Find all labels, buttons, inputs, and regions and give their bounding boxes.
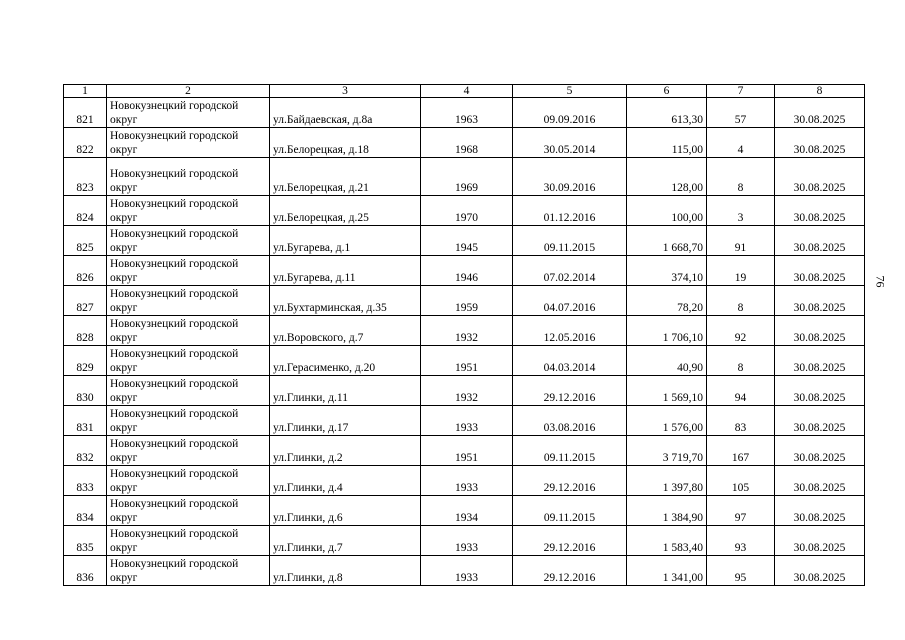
- address-cell: ул.Глинки, д.7: [270, 526, 421, 556]
- address-cell: ул.Белорецкая, д.25: [270, 196, 421, 226]
- residents-cell: 8: [707, 346, 775, 376]
- year-built-cell: 1933: [421, 526, 513, 556]
- area-cell: 40,90: [627, 346, 707, 376]
- table-row: [64, 526, 865, 556]
- deadline-cell: 30.08.2025: [775, 376, 865, 406]
- municipality-line: Новокузнецкий городской: [110, 288, 239, 300]
- year-built-cell: 1933: [421, 406, 513, 436]
- residents-cell: 95: [707, 556, 775, 586]
- municipality-line: округ: [110, 242, 138, 254]
- deadline-cell: 30.08.2025: [775, 466, 865, 496]
- residents-cell: 4: [707, 128, 775, 158]
- row-number-cell: 827: [64, 286, 107, 316]
- municipality-cell: [107, 556, 270, 586]
- municipality-line: округ: [110, 422, 138, 434]
- area-cell: 1 384,90: [627, 496, 707, 526]
- municipality-line: Новокузнецкий городской: [110, 130, 239, 142]
- column-header-6: 6: [627, 85, 707, 98]
- housing-register-table: [63, 84, 865, 586]
- municipality-line: Новокузнецкий городской: [110, 528, 239, 540]
- municipality-line: округ: [110, 212, 138, 224]
- municipality-line: округ: [110, 302, 138, 314]
- row-number-cell: 834: [64, 496, 107, 526]
- area-cell: 1 569,10: [627, 376, 707, 406]
- row-number-cell: 830: [64, 376, 107, 406]
- deadline-cell: 30.08.2025: [775, 98, 865, 128]
- deadline-cell: 30.08.2025: [775, 128, 865, 158]
- row-number-cell: 825: [64, 226, 107, 256]
- address-cell: ул.Глинки, д.4: [270, 466, 421, 496]
- area-cell: 3 719,70: [627, 436, 707, 466]
- column-header-8: 8: [775, 85, 865, 98]
- area-cell: 613,30: [627, 98, 707, 128]
- emergency-date-cell: 29.12.2016: [513, 466, 627, 496]
- residents-cell: 167: [707, 436, 775, 466]
- deadline-cell: 30.08.2025: [775, 406, 865, 436]
- municipality-line: Новокузнецкий городской: [110, 408, 239, 420]
- column-header-5: 5: [513, 85, 627, 98]
- area-cell: 1 583,40: [627, 526, 707, 556]
- address-cell: ул.Байдаевская, д.8а: [270, 98, 421, 128]
- municipality-line: округ: [110, 144, 138, 156]
- address-cell: ул.Белорецкая, д.18: [270, 128, 421, 158]
- deadline-cell: 30.08.2025: [775, 196, 865, 226]
- deadline-cell: 30.08.2025: [775, 256, 865, 286]
- table-row: [64, 158, 865, 196]
- table-body: [64, 98, 865, 586]
- row-number-cell: 833: [64, 466, 107, 496]
- residents-cell: 94: [707, 376, 775, 406]
- row-number-cell: 831: [64, 406, 107, 436]
- emergency-date-cell: 29.12.2016: [513, 376, 627, 406]
- municipality-line: округ: [110, 482, 138, 494]
- row-number-cell: 835: [64, 526, 107, 556]
- year-built-cell: 1951: [421, 436, 513, 466]
- area-cell: 1 576,00: [627, 406, 707, 436]
- municipality-line: Новокузнецкий городской: [110, 318, 239, 330]
- area-cell: 1 706,10: [627, 316, 707, 346]
- municipality-line: округ: [110, 114, 138, 126]
- table-row: [64, 196, 865, 226]
- column-header-7: 7: [707, 85, 775, 98]
- emergency-date-cell: 30.05.2014: [513, 128, 627, 158]
- table-row: [64, 128, 865, 158]
- table-row: [64, 406, 865, 436]
- emergency-date-cell: 09.11.2015: [513, 496, 627, 526]
- table-row: [64, 286, 865, 316]
- emergency-date-cell: 07.02.2014: [513, 256, 627, 286]
- table-row: [64, 376, 865, 406]
- municipality-line: Новокузнецкий городской: [110, 498, 239, 510]
- municipality-line: Новокузнецкий городской: [110, 258, 239, 270]
- municipality-line: округ: [110, 512, 138, 524]
- year-built-cell: 1969: [421, 158, 513, 196]
- deadline-cell: 30.08.2025: [775, 226, 865, 256]
- residents-cell: 97: [707, 496, 775, 526]
- row-number-cell: 824: [64, 196, 107, 226]
- year-built-cell: 1934: [421, 496, 513, 526]
- deadline-cell: 30.08.2025: [775, 346, 865, 376]
- municipality-cell: [107, 98, 270, 128]
- area-cell: 1 397,80: [627, 466, 707, 496]
- municipality-line: округ: [110, 182, 138, 194]
- residents-cell: 91: [707, 226, 775, 256]
- deadline-cell: 30.08.2025: [775, 556, 865, 586]
- municipality-cell: [107, 226, 270, 256]
- area-cell: 374,10: [627, 256, 707, 286]
- column-header-2: 2: [107, 85, 270, 98]
- municipality-cell: [107, 286, 270, 316]
- municipality-line: округ: [110, 332, 138, 344]
- emergency-date-cell: 09.11.2015: [513, 436, 627, 466]
- residents-cell: 92: [707, 316, 775, 346]
- municipality-cell: [107, 158, 270, 196]
- municipality-line: Новокузнецкий городской: [110, 100, 239, 112]
- municipality-line: Новокузнецкий городской: [110, 438, 239, 450]
- table-row: [64, 556, 865, 586]
- table-row: [64, 98, 865, 128]
- municipality-cell: [107, 316, 270, 346]
- year-built-cell: 1932: [421, 376, 513, 406]
- address-cell: ул.Герасименко, д.20: [270, 346, 421, 376]
- municipality-cell: [107, 128, 270, 158]
- row-number-cell: 821: [64, 98, 107, 128]
- address-cell: ул.Глинки, д.17: [270, 406, 421, 436]
- address-cell: ул.Бугарева, д.11: [270, 256, 421, 286]
- column-number-row: [64, 85, 865, 98]
- address-cell: ул.Бухтарминская, д.35: [270, 286, 421, 316]
- municipality-line: округ: [110, 542, 138, 554]
- row-number-cell: 826: [64, 256, 107, 286]
- deadline-cell: 30.08.2025: [775, 316, 865, 346]
- emergency-date-cell: 03.08.2016: [513, 406, 627, 436]
- area-cell: 128,00: [627, 158, 707, 196]
- emergency-date-cell: 01.12.2016: [513, 196, 627, 226]
- year-built-cell: 1933: [421, 466, 513, 496]
- area-cell: 1 341,00: [627, 556, 707, 586]
- municipality-cell: [107, 196, 270, 226]
- page-number: 76: [873, 275, 888, 288]
- municipality-line: округ: [110, 572, 138, 584]
- emergency-date-cell: 09.09.2016: [513, 98, 627, 128]
- address-cell: ул.Глинки, д.11: [270, 376, 421, 406]
- residents-cell: 8: [707, 286, 775, 316]
- residents-cell: 105: [707, 466, 775, 496]
- emergency-date-cell: 09.11.2015: [513, 226, 627, 256]
- table-row: [64, 436, 865, 466]
- residents-cell: 8: [707, 158, 775, 196]
- year-built-cell: 1932: [421, 316, 513, 346]
- emergency-date-cell: 04.07.2016: [513, 286, 627, 316]
- row-number-cell: 828: [64, 316, 107, 346]
- municipality-cell: [107, 466, 270, 496]
- municipality-line: Новокузнецкий городской: [110, 378, 239, 390]
- row-number-cell: 836: [64, 556, 107, 586]
- address-cell: ул.Белорецкая, д.21: [270, 158, 421, 196]
- municipality-cell: [107, 436, 270, 466]
- table-row: [64, 256, 865, 286]
- municipality-line: округ: [110, 452, 138, 464]
- residents-cell: 3: [707, 196, 775, 226]
- municipality-line: Новокузнецкий городской: [110, 168, 239, 180]
- deadline-cell: 30.08.2025: [775, 496, 865, 526]
- table-header: [64, 85, 865, 98]
- table-row: [64, 226, 865, 256]
- year-built-cell: 1946: [421, 256, 513, 286]
- row-number-cell: 822: [64, 128, 107, 158]
- area-cell: 100,00: [627, 196, 707, 226]
- address-cell: ул.Бугарева, д.1: [270, 226, 421, 256]
- municipality-line: Новокузнецкий городской: [110, 198, 239, 210]
- residents-cell: 83: [707, 406, 775, 436]
- year-built-cell: 1945: [421, 226, 513, 256]
- column-header-3: 3: [270, 85, 421, 98]
- area-cell: 1 668,70: [627, 226, 707, 256]
- table-row: [64, 346, 865, 376]
- year-built-cell: 1951: [421, 346, 513, 376]
- emergency-date-cell: 29.12.2016: [513, 526, 627, 556]
- municipality-line: округ: [110, 362, 138, 374]
- column-header-1: 1: [64, 85, 107, 98]
- year-built-cell: 1970: [421, 196, 513, 226]
- column-header-4: 4: [421, 85, 513, 98]
- year-built-cell: 1959: [421, 286, 513, 316]
- municipality-line: Новокузнецкий городской: [110, 228, 239, 240]
- municipality-cell: [107, 406, 270, 436]
- address-cell: ул.Воровского, д.7: [270, 316, 421, 346]
- year-built-cell: 1968: [421, 128, 513, 158]
- municipality-cell: [107, 496, 270, 526]
- emergency-date-cell: 29.12.2016: [513, 556, 627, 586]
- municipality-cell: [107, 376, 270, 406]
- residents-cell: 93: [707, 526, 775, 556]
- address-cell: ул.Глинки, д.6: [270, 496, 421, 526]
- area-cell: 115,00: [627, 128, 707, 158]
- residents-cell: 57: [707, 98, 775, 128]
- deadline-cell: 30.08.2025: [775, 286, 865, 316]
- table-row: [64, 496, 865, 526]
- municipality-cell: [107, 526, 270, 556]
- deadline-cell: 30.08.2025: [775, 158, 865, 196]
- municipality-cell: [107, 256, 270, 286]
- municipality-line: Новокузнецкий городской: [110, 468, 239, 480]
- residents-cell: 19: [707, 256, 775, 286]
- deadline-cell: 30.08.2025: [775, 526, 865, 556]
- emergency-date-cell: 12.05.2016: [513, 316, 627, 346]
- row-number-cell: 823: [64, 158, 107, 196]
- municipality-line: Новокузнецкий городской: [110, 348, 239, 360]
- municipality-cell: [107, 346, 270, 376]
- area-cell: 78,20: [627, 286, 707, 316]
- municipality-line: Новокузнецкий городской: [110, 558, 239, 570]
- address-cell: ул.Глинки, д.8: [270, 556, 421, 586]
- emergency-date-cell: 04.03.2014: [513, 346, 627, 376]
- deadline-cell: 30.08.2025: [775, 436, 865, 466]
- municipality-line: округ: [110, 272, 138, 284]
- year-built-cell: 1933: [421, 556, 513, 586]
- municipality-line: округ: [110, 392, 138, 404]
- address-cell: ул.Глинки, д.2: [270, 436, 421, 466]
- year-built-cell: 1963: [421, 98, 513, 128]
- table-row: [64, 466, 865, 496]
- row-number-cell: 829: [64, 346, 107, 376]
- emergency-date-cell: 30.09.2016: [513, 158, 627, 196]
- table-row: [64, 316, 865, 346]
- row-number-cell: 832: [64, 436, 107, 466]
